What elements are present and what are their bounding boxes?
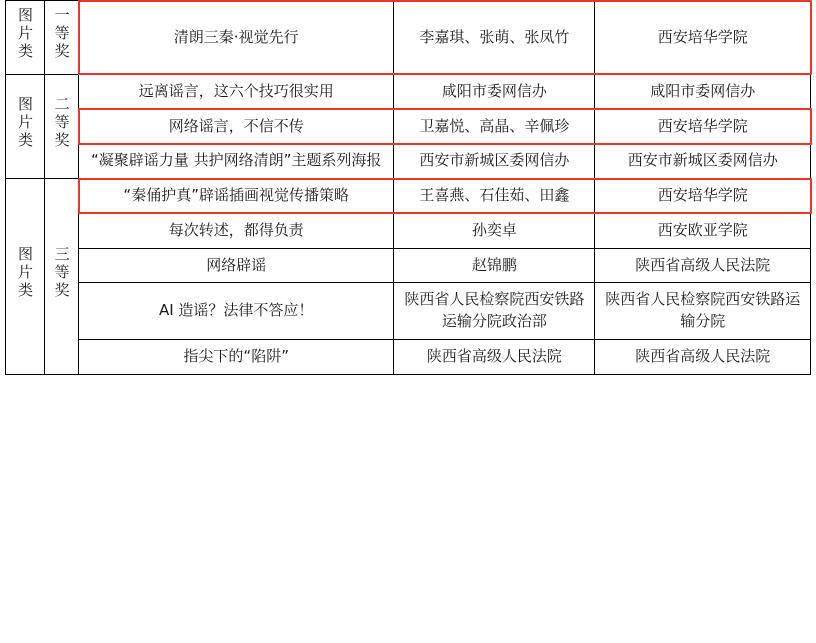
author-cell: 卫嘉悦、高晶、辛佩珍: [394, 109, 595, 144]
category-label: 图片类: [16, 96, 35, 150]
author-cell: 李嘉琪、张萌、张凤竹: [394, 1, 595, 75]
author-cell: 咸阳市委网信办: [394, 74, 595, 109]
organization-cell: 西安培华学院: [595, 179, 811, 214]
category-label: 图片类: [16, 245, 35, 300]
organization-cell: 西安欧亚学院: [595, 213, 811, 248]
author-cell: 西安市新城区委网信办: [394, 144, 595, 179]
author-cell: 孙奕卓: [394, 213, 595, 248]
organization-cell: 西安培华学院: [595, 1, 811, 75]
award-list-table: [5, 0, 811, 375]
table-row: [6, 283, 811, 340]
category-cell: [6, 179, 45, 375]
author-cell: 王喜燕、石佳茹、田鑫: [394, 179, 595, 214]
category-cell: [6, 1, 45, 75]
work-title-cell: 每次转述，都得负责: [79, 213, 394, 248]
rank-label: 二等奖: [52, 96, 71, 150]
rank-label: 三等奖: [52, 245, 71, 300]
table-row: [6, 1, 811, 75]
work-title-cell: “秦俑护真”辟谣插画视觉传播策略: [79, 179, 394, 214]
work-title-cell: “凝聚辟谣力量 共护网络清朗”主题系列海报: [79, 144, 394, 179]
author-cell: 陕西省人民检察院西安铁路运输分院政治部: [394, 283, 595, 340]
category-label: 图片类: [16, 7, 35, 61]
organization-cell: 陕西省高级人民法院: [595, 248, 811, 283]
organization-cell: 陕西省高级人民法院: [595, 339, 811, 374]
rank-label: 一等奖: [52, 7, 71, 61]
work-title-cell: AI 造谣？法律不答应！: [79, 283, 394, 340]
organization-cell: 陕西省人民检察院西安铁路运输分院: [595, 283, 811, 340]
table-row: [6, 248, 811, 283]
rank-cell: [44, 1, 79, 75]
table-row: [6, 74, 811, 109]
organization-cell: 西安市新城区委网信办: [595, 144, 811, 179]
table-row: [6, 339, 811, 374]
work-title-cell: 网络辟谣: [79, 248, 394, 283]
table-row: [6, 109, 811, 144]
author-cell: 赵锦鹏: [394, 248, 595, 283]
work-title-cell: 网络谣言，不信不传: [79, 109, 394, 144]
rank-cell: [44, 74, 79, 178]
organization-cell: 咸阳市委网信办: [595, 74, 811, 109]
work-title-cell: 远离谣言，这六个技巧很实用: [79, 74, 394, 109]
table-row: [6, 144, 811, 179]
work-title-cell: 清朗三秦·视觉先行: [79, 1, 394, 75]
category-cell: [6, 74, 45, 178]
table-row: [6, 179, 811, 214]
table-row: [6, 213, 811, 248]
organization-cell: 西安培华学院: [595, 109, 811, 144]
work-title-cell: 指尖下的“陷阱”: [79, 339, 394, 374]
author-cell: 陕西省高级人民法院: [394, 339, 595, 374]
rank-cell: [44, 179, 79, 375]
